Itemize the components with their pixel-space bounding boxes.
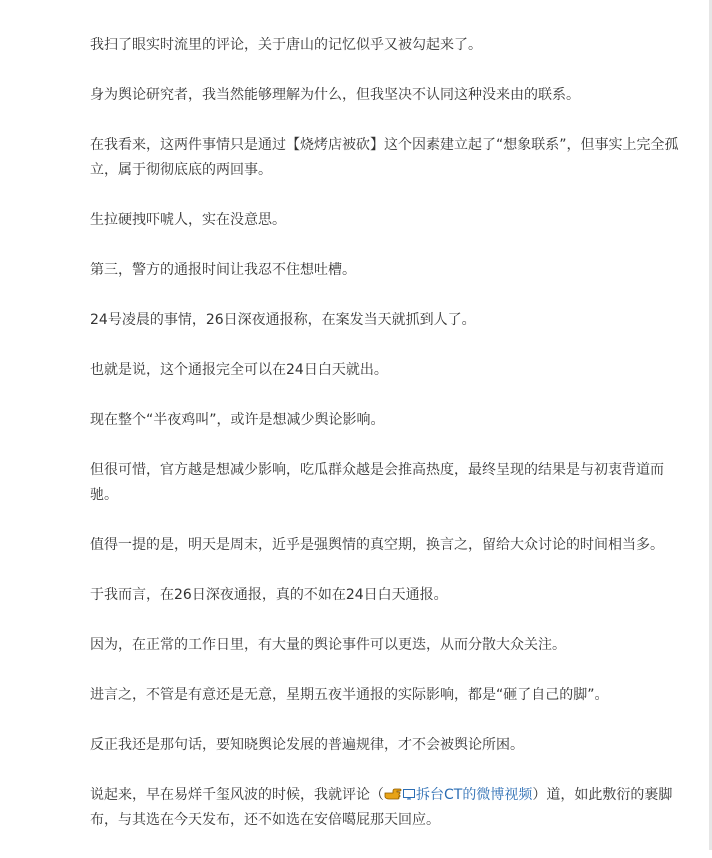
paragraph-15-after: ）道，如此敷衍的裹脚布，与其选在今天发布，还不如选在安倍噶屁那天回应。: [90, 787, 673, 828]
pointing-hand-icon: [384, 787, 402, 801]
weibo-video-link[interactable]: [384, 787, 532, 803]
paragraph-5: 第三，警方的通报时间让我忍不住想吐槽。: [90, 262, 356, 278]
paragraph-12: 因为，在正常的工作日里，有大量的舆论事件可以更迭，从而分散大众关注。: [90, 637, 566, 653]
paragraph-7: 也就是说，这个通报完全可以在24日白天就出。: [90, 362, 388, 378]
paragraph-15-before: 说起来，早在易烊千玺风波的时候，我就评论（: [90, 787, 384, 803]
paragraph-10: 值得一提的是，明天是周末，近乎是强舆情的真空期，换言之，留给大众讨论的时间相当多。: [90, 537, 664, 553]
paragraph-1: 我扫了眼实时流里的评论，关于唐山的记忆似乎又被勾起来了。: [90, 37, 482, 53]
paragraph-2: 身为舆论研究者，我当然能够理解为什么，但我坚决不认同这种没来由的联系。: [90, 87, 580, 103]
paragraph-14: 反正我还是那句话，要知晓舆论发展的普遍规律，才不会被舆论所困。: [90, 737, 524, 753]
article-body: [90, 33, 690, 858]
paragraph-9: 但很可惜，官方越是想减少影响，吃瓜群众越是会推高热度，最终呈现的结果是与初衷背道而驰。: [90, 462, 664, 503]
paragraph-4: 生拉硬拽吓唬人，实在没意思。: [90, 212, 286, 228]
paragraph-15: [90, 783, 690, 833]
paragraph-8: 现在整个“半夜鸡叫”，或许是想减少舆论影响。: [90, 412, 385, 428]
paragraph-3: 在我看来，这两件事情只是通过【烧烤店被砍】这个因素建立起了“想象联系”，但事实上完全孤立，属于彻彻底底的两回事。: [90, 137, 679, 178]
weibo-video-link-text: 拆台CT的微博视频: [416, 787, 533, 803]
paragraph-11: 于我而言，在26日深夜通报，真的不如在24日白天通报。: [90, 587, 448, 603]
video-icon: [403, 788, 415, 800]
paragraph-13: 进言之，不管是有意还是无意，星期五夜半通报的实际影响，都是“砸了自己的脚”。: [90, 687, 609, 703]
paragraph-6: 24号凌晨的事情，26日深夜通报称，在案发当天就抓到人了。: [90, 312, 476, 328]
